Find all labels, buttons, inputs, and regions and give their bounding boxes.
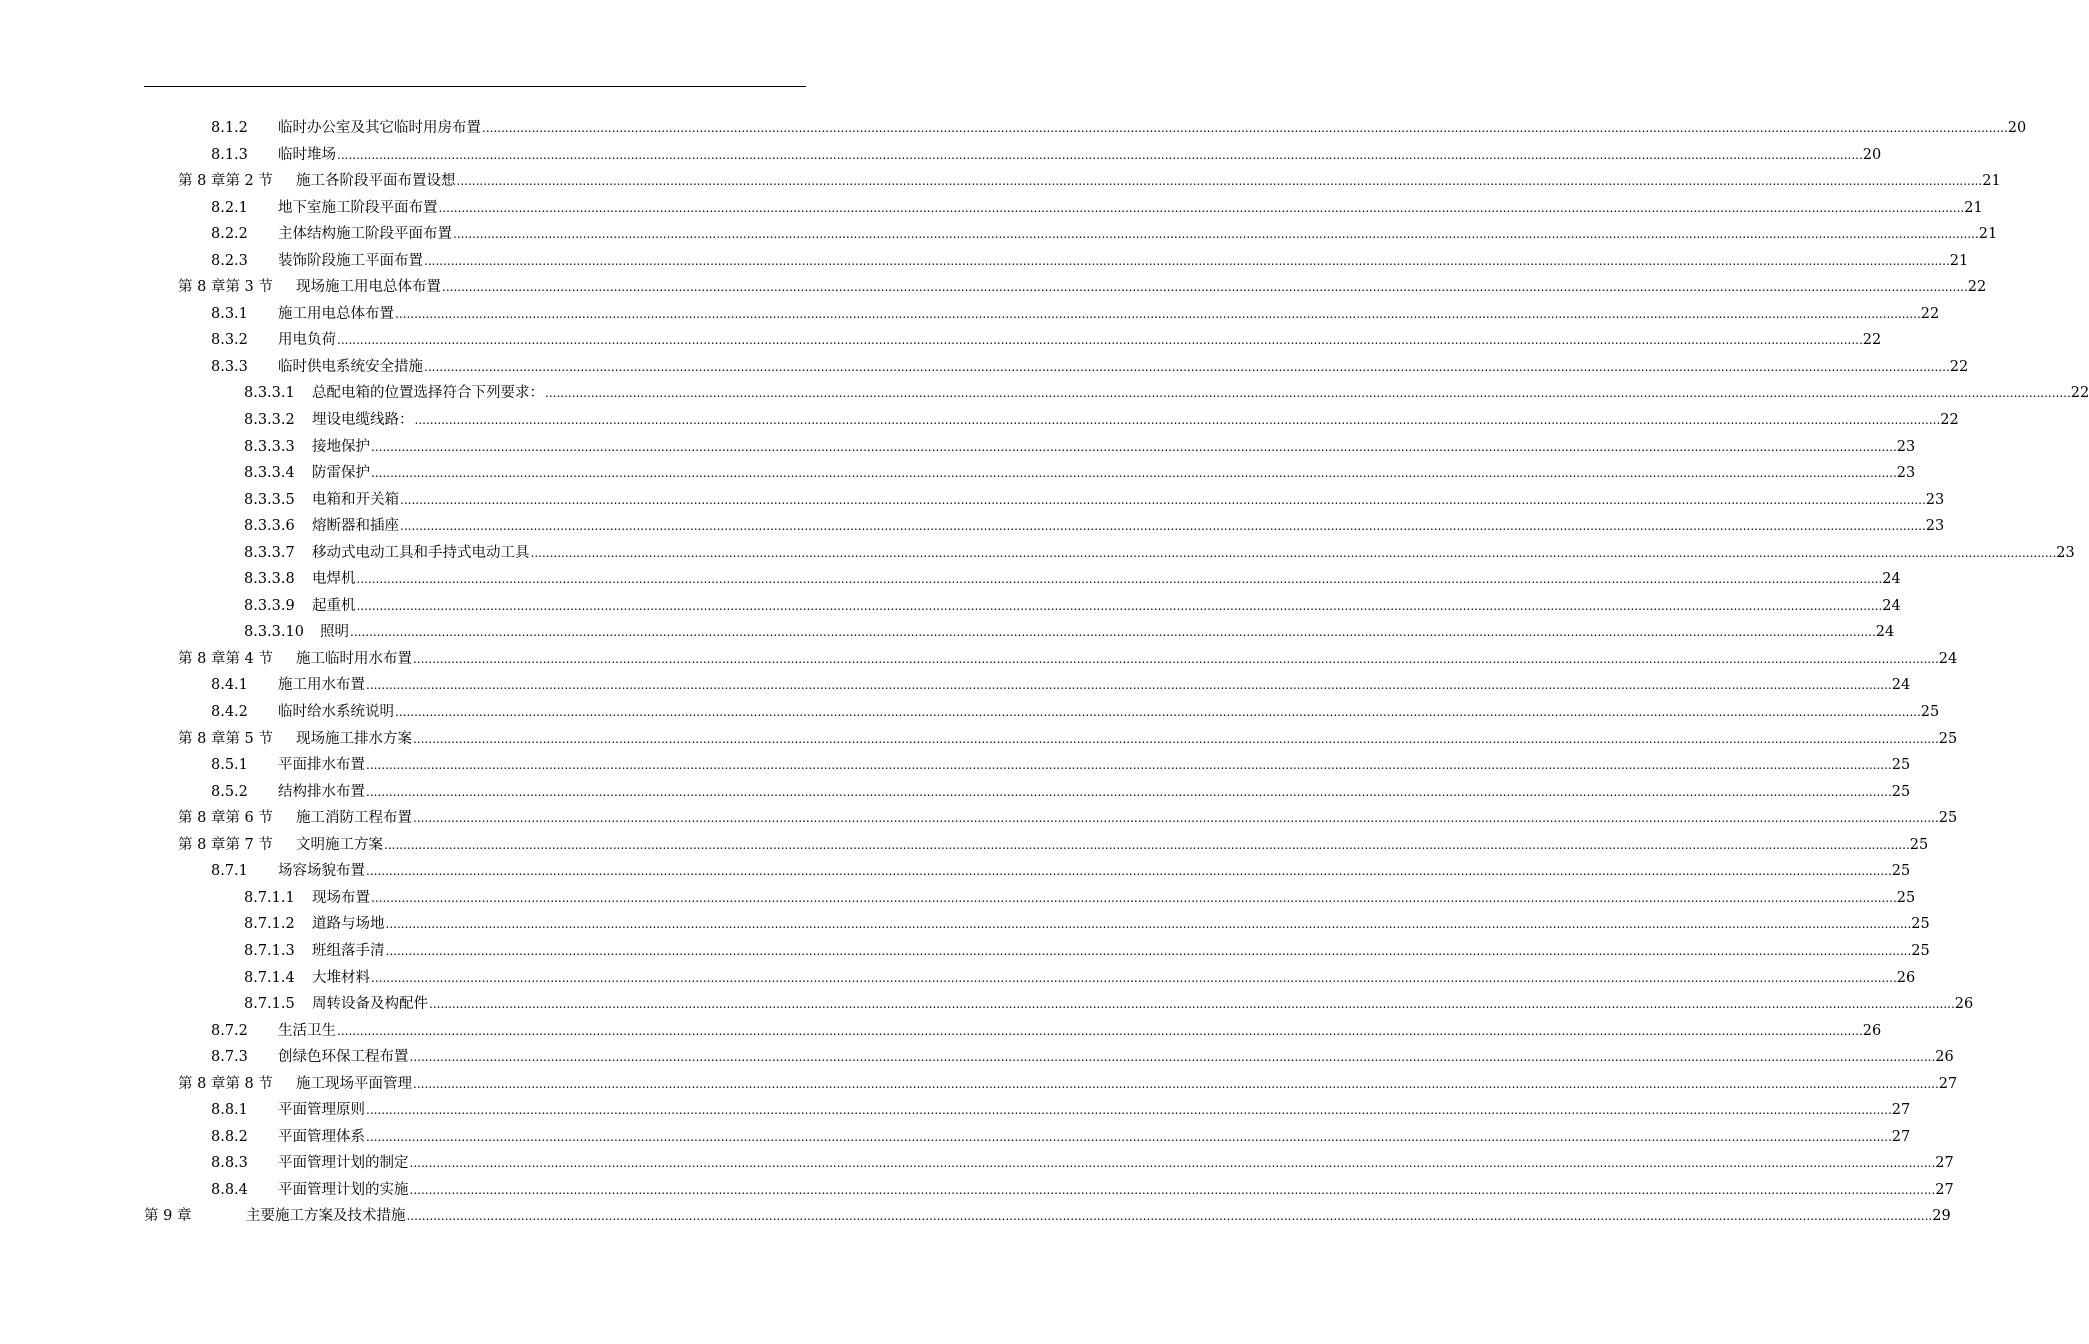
toc-entry-number: 8.7.1.1 [244,889,295,906]
toc-entry-number: 第 8 章第 2 节 [178,173,273,190]
toc-entry-number: 8.8.3 [211,1155,248,1172]
toc-leader-dots: ................................................................................................................................................................................................................................................................................................................................................................................................................ [400,492,1926,507]
toc-entry-line [278,327,1882,354]
toc-entry-line [296,726,1958,753]
toc-leader-dots: ................................................................................................................................................................................................................................................................................................................................................................................................................ [395,306,1921,321]
toc-entry-page: 25 [1909,836,1929,853]
toc-leader-dots: ................................................................................................................................................................................................................................................................................................................................................................................................................ [438,200,1965,215]
toc-entry-title: 起重机 [312,597,356,614]
toc-entry-page: 27 [1935,1155,1954,1172]
toc-entry-number: 8.3.3.6 [244,518,295,535]
toc-entry-page: 25 [1891,863,1911,880]
toc-entry-page: 20 [1862,146,1882,163]
toc-entry-line [278,115,2027,142]
toc-leader-dots: ................................................................................................................................................................................................................................................................................................................................................................................................................ [371,890,1897,905]
toc-entry-page: 22 [1940,412,1959,429]
toc-entry-title: 生活卫生 [278,1022,336,1039]
toc-leader-dots: ................................................................................................................................................................................................................................................................................................................................................................................................................ [337,147,1863,162]
toc-entry-title: 施工各阶段平面布置设想 [296,173,456,190]
toc-entry-line [278,858,1911,885]
toc-entry-title: 照明 [320,624,349,641]
toc-entry-number: 8.3.2 [211,332,248,349]
toc-entry-number: 8.4.1 [211,677,248,694]
toc-entry-title: 道路与场地 [312,916,385,933]
toc-entry-title: 平面管理计划的制定 [278,1155,409,1172]
toc-entry-page: 25 [1891,783,1911,800]
toc-entry-page: 21 [1964,199,1983,216]
toc-leader-dots: ................................................................................................................................................................................................................................................................................................................................................................................................................ [413,1076,1939,1091]
toc-entry[interactable] [0,407,1959,434]
toc-entry-number: 第 8 章第 5 节 [178,730,273,747]
toc-entry-title: 施工消防工程布置 [296,810,412,827]
toc-entry-line [278,779,1911,806]
toc-entry[interactable] [0,593,1901,620]
toc-entry-number: 8.7.3 [211,1049,248,1066]
toc-leader-dots: ................................................................................................................................................................................................................................................................................................................................................................................................................ [371,970,1897,985]
toc-entry-page: 26 [1862,1022,1882,1039]
toc-entry[interactable] [0,142,1882,169]
toc-entry[interactable] [0,248,1969,275]
toc-entry-line [296,274,1987,301]
toc-entry[interactable] [0,566,1901,593]
toc-entry-page: 23 [1925,491,1945,508]
toc-entry-line [278,221,1998,248]
toc-leader-dots: ................................................................................................................................................................................................................................................................................................................................................................................................................ [356,572,1883,587]
toc-entry[interactable] [0,1018,1882,1045]
toc-entry-number: 第 9 章 [144,1208,192,1225]
toc-entry[interactable] [0,1071,1958,1098]
toc-entry-title: 临时办公室及其它临时用房布置 [278,120,481,136]
toc-leader-dots: ................................................................................................................................................................................................................................................................................................................................................................................................................ [371,439,1897,454]
toc-entry-number: 8.2.1 [211,199,248,216]
toc-entry[interactable] [0,672,1911,699]
toc-entry-line [296,832,1929,859]
toc-leader-dots: ................................................................................................................................................................................................................................................................................................................................................................................................................ [337,1023,1863,1038]
toc-entry-title: 班组落手清 [312,942,385,959]
toc-entry-page: 22 [2070,385,2089,402]
toc-leader-dots: ................................................................................................................................................................................................................................................................................................................................................................................................................ [530,545,2057,560]
toc-entry-title: 电焊机 [312,571,356,588]
toc-entry-page: 22 [1862,332,1882,349]
toc-entry-page: 25 [1911,916,1930,933]
toc-entry-line [312,407,1959,434]
toc-leader-dots: ................................................................................................................................................................................................................................................................................................................................................................................................................ [409,1050,1936,1065]
toc-entry-title: 施工用电总体布置 [278,305,394,322]
toc-entry-line [246,1203,1951,1230]
toc-entry-title: 防雷保护 [312,465,370,482]
toc-entry-number: 第 8 章第 3 节 [178,279,273,296]
toc-entry-line [278,301,1940,328]
toc-entry-page: 24 [1938,650,1958,667]
toc-entry-number: 8.2.3 [211,252,248,269]
toc-leader-dots: ................................................................................................................................................................................................................................................................................................................................................................................................................ [350,625,1876,640]
toc-entry-title: 现场施工排水方案 [296,730,412,747]
toc-entry-line [278,1044,1954,1071]
toc-entry-title: 熔断器和插座 [312,518,399,535]
toc-entry[interactable] [0,540,2075,567]
toc-entry-line [312,380,2089,407]
toc-entry-title: 接地保护 [312,438,370,455]
toc-entry-page: 25 [1896,889,1916,906]
toc-entry[interactable] [0,1124,1911,1151]
toc-entry[interactable] [0,726,1958,753]
toc-entry[interactable] [0,619,1895,646]
toc-entry-page: 24 [1875,624,1895,641]
toc-leader-dots: ................................................................................................................................................................................................................................................................................................................................................................................................................ [337,333,1863,348]
toc-entry-number: 8.1.3 [211,146,248,163]
toc-entry[interactable] [0,380,2089,407]
toc-entry[interactable] [0,805,1958,832]
toc-leader-dots: ................................................................................................................................................................................................................................................................................................................................................................................................................ [409,1156,1936,1171]
toc-entry[interactable] [0,168,2001,195]
toc-entry-page: 23 [1925,518,1945,535]
toc-entry-page: 24 [1891,677,1911,694]
toc-entry-title: 埋设电缆线路： [312,412,414,429]
toc-entry-title: 平面管理计划的实施 [278,1181,409,1198]
toc-entry-title: 现场布置 [312,889,370,906]
toc-leader-dots: ................................................................................................................................................................................................................................................................................................................................................................................................................ [442,280,1968,295]
toc-entry-number: 8.3.3.8 [244,571,295,588]
toc-entry-number: 第 8 章第 6 节 [178,810,273,827]
toc-leader-dots: ................................................................................................................................................................................................................................................................................................................................................................................................................ [385,917,1912,932]
toc-entry-title: 施工现场平面管理 [296,1075,412,1092]
toc-leader-dots: ................................................................................................................................................................................................................................................................................................................................................................................................................ [385,943,1912,958]
toc-entry-number: 8.4.2 [211,704,248,721]
toc-entry-number: 第 8 章第 8 节 [178,1075,273,1092]
toc-leader-dots: ................................................................................................................................................................................................................................................................................................................................................................................................................ [366,1103,1892,1118]
header-rule [144,86,806,87]
toc-entry-title: 文明施工方案 [296,836,383,853]
toc-entry-title: 临时供电系统安全措施 [278,358,423,375]
toc-entry-title: 临时堆场 [278,146,336,163]
toc-entry-line [278,195,1983,222]
toc-entry-page: 22 [1967,279,1987,296]
toc-entry-page: 27 [1935,1181,1954,1198]
toc-entry-number: 8.7.2 [211,1022,248,1039]
toc-entry[interactable] [0,1044,1954,1071]
toc-entry[interactable] [0,832,1929,859]
toc-entry-line [278,672,1911,699]
toc-entry-line [278,1177,1954,1204]
toc-entry-line [296,168,2001,195]
toc-entry-number: 第 8 章第 4 节 [178,650,273,667]
toc-entry-line [312,885,1916,912]
toc-entry-page: 25 [1891,757,1911,774]
toc-entry-line [312,991,1974,1018]
toc-entry-number: 8.3.1 [211,305,248,322]
toc-entry-line [312,911,1930,938]
toc-entry-line [312,513,1945,540]
toc-leader-dots: ................................................................................................................................................................................................................................................................................................................................................................................................................ [413,731,1939,746]
toc-entry-number: 8.7.1.5 [244,996,295,1013]
toc-entry-line [278,1018,1882,1045]
toc-entry-page: 26 [1896,969,1916,986]
toc-entry[interactable] [0,274,1987,301]
toc-entry-title: 施工用水布置 [278,677,365,694]
toc-entry-number: 8.7.1.3 [244,942,295,959]
toc-entry-title: 施工临时用水布置 [296,650,412,667]
toc-entry-number: 8.7.1.2 [244,916,295,933]
toc-entry-line [312,566,1901,593]
toc-entry-title: 大堆材料 [312,969,370,986]
toc-entry-page: 26 [1954,996,1974,1013]
toc-entry-number: 8.8.2 [211,1128,248,1145]
toc-leader-dots: ................................................................................................................................................................................................................................................................................................................................................................................................................ [424,359,1950,374]
toc-entry[interactable] [0,858,1911,885]
toc-entry-title: 平面管理原则 [278,1102,365,1119]
toc-entry-number: 8.7.1.4 [244,969,295,986]
toc-entry-line [312,540,2075,567]
toc-entry[interactable] [0,115,2027,142]
toc-leader-dots: ................................................................................................................................................................................................................................................................................................................................................................................................................ [409,1182,1936,1197]
toc-entry-number: 8.3.3.1 [244,385,295,402]
toc-leader-dots: ................................................................................................................................................................................................................................................................................................................................................................................................................ [371,466,1897,481]
toc-leader-dots: ................................................................................................................................................................................................................................................................................................................................................................................................................ [366,1129,1892,1144]
toc-entry[interactable] [0,1177,1954,1204]
toc-entry-title: 主体结构施工阶段平面布置 [278,226,452,243]
toc-entry-number: 8.2.2 [211,226,248,243]
toc-entry-title: 临时给水系统说明 [278,704,394,721]
toc-entry-line [278,699,1940,726]
toc-entry-page: 26 [1935,1049,1954,1066]
toc-entry-line [312,487,1945,514]
toc-entry[interactable] [0,965,1916,992]
toc-leader-dots: ................................................................................................................................................................................................................................................................................................................................................................................................................ [456,174,1983,189]
toc-entry-number: 8.3.3.9 [244,597,295,614]
toc-entry-line [296,646,1958,673]
toc-entry-page: 21 [1949,252,1969,269]
toc-entry[interactable] [0,752,1911,779]
toc-entry-title: 移动式电动工具和手持式电动工具 [312,544,530,561]
toc-entry-page: 25 [1920,704,1940,721]
toc-entry-title: 结构排水布置 [278,783,365,800]
toc-entry-page: 21 [1978,226,1998,243]
toc-entry-title: 平面管理体系 [278,1128,365,1145]
toc-entry-number: 8.3.3.5 [244,491,295,508]
toc-entry-number: 8.5.2 [211,783,248,800]
toc-entry-line [312,460,1916,487]
toc-entry[interactable] [0,911,1930,938]
toc-entry[interactable] [0,221,1998,248]
toc-entry-page: 20 [2007,120,2027,136]
toc-entry[interactable] [0,354,1969,381]
toc-entry-title: 场容场貌布置 [278,863,365,880]
toc-entry[interactable] [0,699,1940,726]
toc-entry-title: 平面排水布置 [278,757,365,774]
toc-entry-page: 21 [1982,173,2001,190]
toc-entry-title: 周转设备及构配件 [312,996,428,1013]
toc-entry[interactable] [0,938,1930,965]
toc-leader-dots: ................................................................................................................................................................................................................................................................................................................................................................................................................ [414,413,1941,428]
toc-entry-page: 23 [2056,544,2075,561]
toc-entry-line [312,938,1930,965]
toc-entry-page: 25 [1911,942,1930,959]
toc-leader-dots: ................................................................................................................................................................................................................................................................................................................................................................................................................ [366,678,1892,693]
toc-leader-dots: ................................................................................................................................................................................................................................................................................................................................................................................................................ [400,519,1926,534]
toc-entry-line [278,1097,1911,1124]
toc-entry[interactable] [0,487,1945,514]
toc-leader-dots: ................................................................................................................................................................................................................................................................................................................................................................................................................ [366,784,1892,799]
toc-entry[interactable] [0,1203,1951,1230]
toc-leader-dots: ................................................................................................................................................................................................................................................................................................................................................................................................................ [545,386,2071,401]
toc-leader-dots: ................................................................................................................................................................................................................................................................................................................................................................................................................ [429,997,1955,1012]
toc-entry-title: 电箱和开关箱 [312,491,399,508]
toc-entry-number: 8.3.3 [211,358,248,375]
toc-entry-number: 8.8.1 [211,1102,248,1119]
toc-leader-dots: ................................................................................................................................................................................................................................................................................................................................................................................................................ [406,1209,1933,1224]
toc-entry[interactable] [0,327,1882,354]
table-of-contents [0,115,2089,1230]
toc-entry-page: 25 [1938,810,1958,827]
toc-entry-line [278,752,1911,779]
toc-entry[interactable] [0,301,1940,328]
toc-entry-number: 8.1.2 [211,120,248,136]
toc-entry-number: 8.8.4 [211,1181,248,1198]
toc-entry-number: 第 8 章第 7 节 [178,836,273,853]
toc-entry-page: 23 [1896,438,1916,455]
toc-entry-line [312,593,1901,620]
toc-entry-page: 25 [1938,730,1958,747]
toc-entry[interactable] [0,1097,1911,1124]
toc-entry-line [320,619,1895,646]
toc-entry-line [312,434,1916,461]
toc-leader-dots: ................................................................................................................................................................................................................................................................................................................................................................................................................ [413,651,1939,666]
toc-entry-number: 8.3.3.2 [244,412,295,429]
toc-entry-page: 29 [1932,1208,1951,1225]
toc-leader-dots: ................................................................................................................................................................................................................................................................................................................................................................................................................ [453,227,1979,242]
toc-entry-page: 27 [1938,1075,1958,1092]
toc-entry-line [296,1071,1958,1098]
toc-entry-title: 装饰阶段施工平面布置 [278,252,423,269]
toc-leader-dots: ................................................................................................................................................................................................................................................................................................................................................................................................................ [384,837,1910,852]
toc-leader-dots: ................................................................................................................................................................................................................................................................................................................................................................................................................ [366,864,1892,879]
toc-entry[interactable] [0,513,1945,540]
toc-entry-page: 22 [1920,305,1940,322]
toc-entry[interactable] [0,885,1916,912]
toc-entry-line [312,965,1916,992]
toc-entry-number: 8.7.1 [211,863,248,880]
toc-entry-title: 总配电箱的位置选择符合下列要求： [312,385,544,402]
toc-entry-number: 8.3.3.4 [244,465,295,482]
toc-entry[interactable] [0,991,1974,1018]
toc-entry[interactable] [0,434,1916,461]
toc-entry[interactable] [0,460,1916,487]
toc-entry-page: 27 [1891,1102,1911,1119]
toc-entry[interactable] [0,1150,1954,1177]
toc-entry-page: 24 [1882,571,1901,588]
toc-leader-dots: ................................................................................................................................................................................................................................................................................................................................................................................................................ [366,758,1892,773]
toc-entry-number: 8.5.1 [211,757,248,774]
toc-entry-title: 创绿色环保工程布置 [278,1049,409,1066]
toc-entry-title: 用电负荷 [278,332,336,349]
toc-entry-title: 现场施工用电总体布置 [296,279,441,296]
toc-entry-page: 22 [1949,358,1969,375]
toc-entry-number: 8.3.3.3 [244,438,295,455]
toc-leader-dots: ................................................................................................................................................................................................................................................................................................................................................................................................................ [356,598,1883,613]
toc-entry-line [278,354,1969,381]
toc-entry-page: 23 [1896,465,1916,482]
toc-leader-dots: ................................................................................................................................................................................................................................................................................................................................................................................................................ [413,811,1939,826]
toc-leader-dots: ................................................................................................................................................................................................................................................................................................................................................................................................................ [424,253,1950,268]
toc-leader-dots: ................................................................................................................................................................................................................................................................................................................................................................................................................ [395,705,1921,720]
toc-entry[interactable] [0,646,1958,673]
toc-entry-number: 8.3.3.10 [244,624,304,641]
toc-entry[interactable] [0,195,1983,222]
toc-entry-line [278,142,1882,169]
toc-entry-page: 27 [1891,1128,1911,1145]
toc-entry-line [296,805,1958,832]
toc-entry-title: 主要施工方案及技术措施 [246,1208,406,1225]
toc-entry-line [278,1150,1954,1177]
toc-entry[interactable] [0,779,1911,806]
toc-entry-line [278,248,1969,275]
toc-entry-title: 地下室施工阶段平面布置 [278,199,438,216]
toc-entry-page: 24 [1882,597,1901,614]
toc-entry-line [278,1124,1911,1151]
toc-entry-number: 8.3.3.7 [244,544,295,561]
toc-leader-dots: ................................................................................................................................................................................................................................................................................................................................................................................................................ [482,121,2008,135]
